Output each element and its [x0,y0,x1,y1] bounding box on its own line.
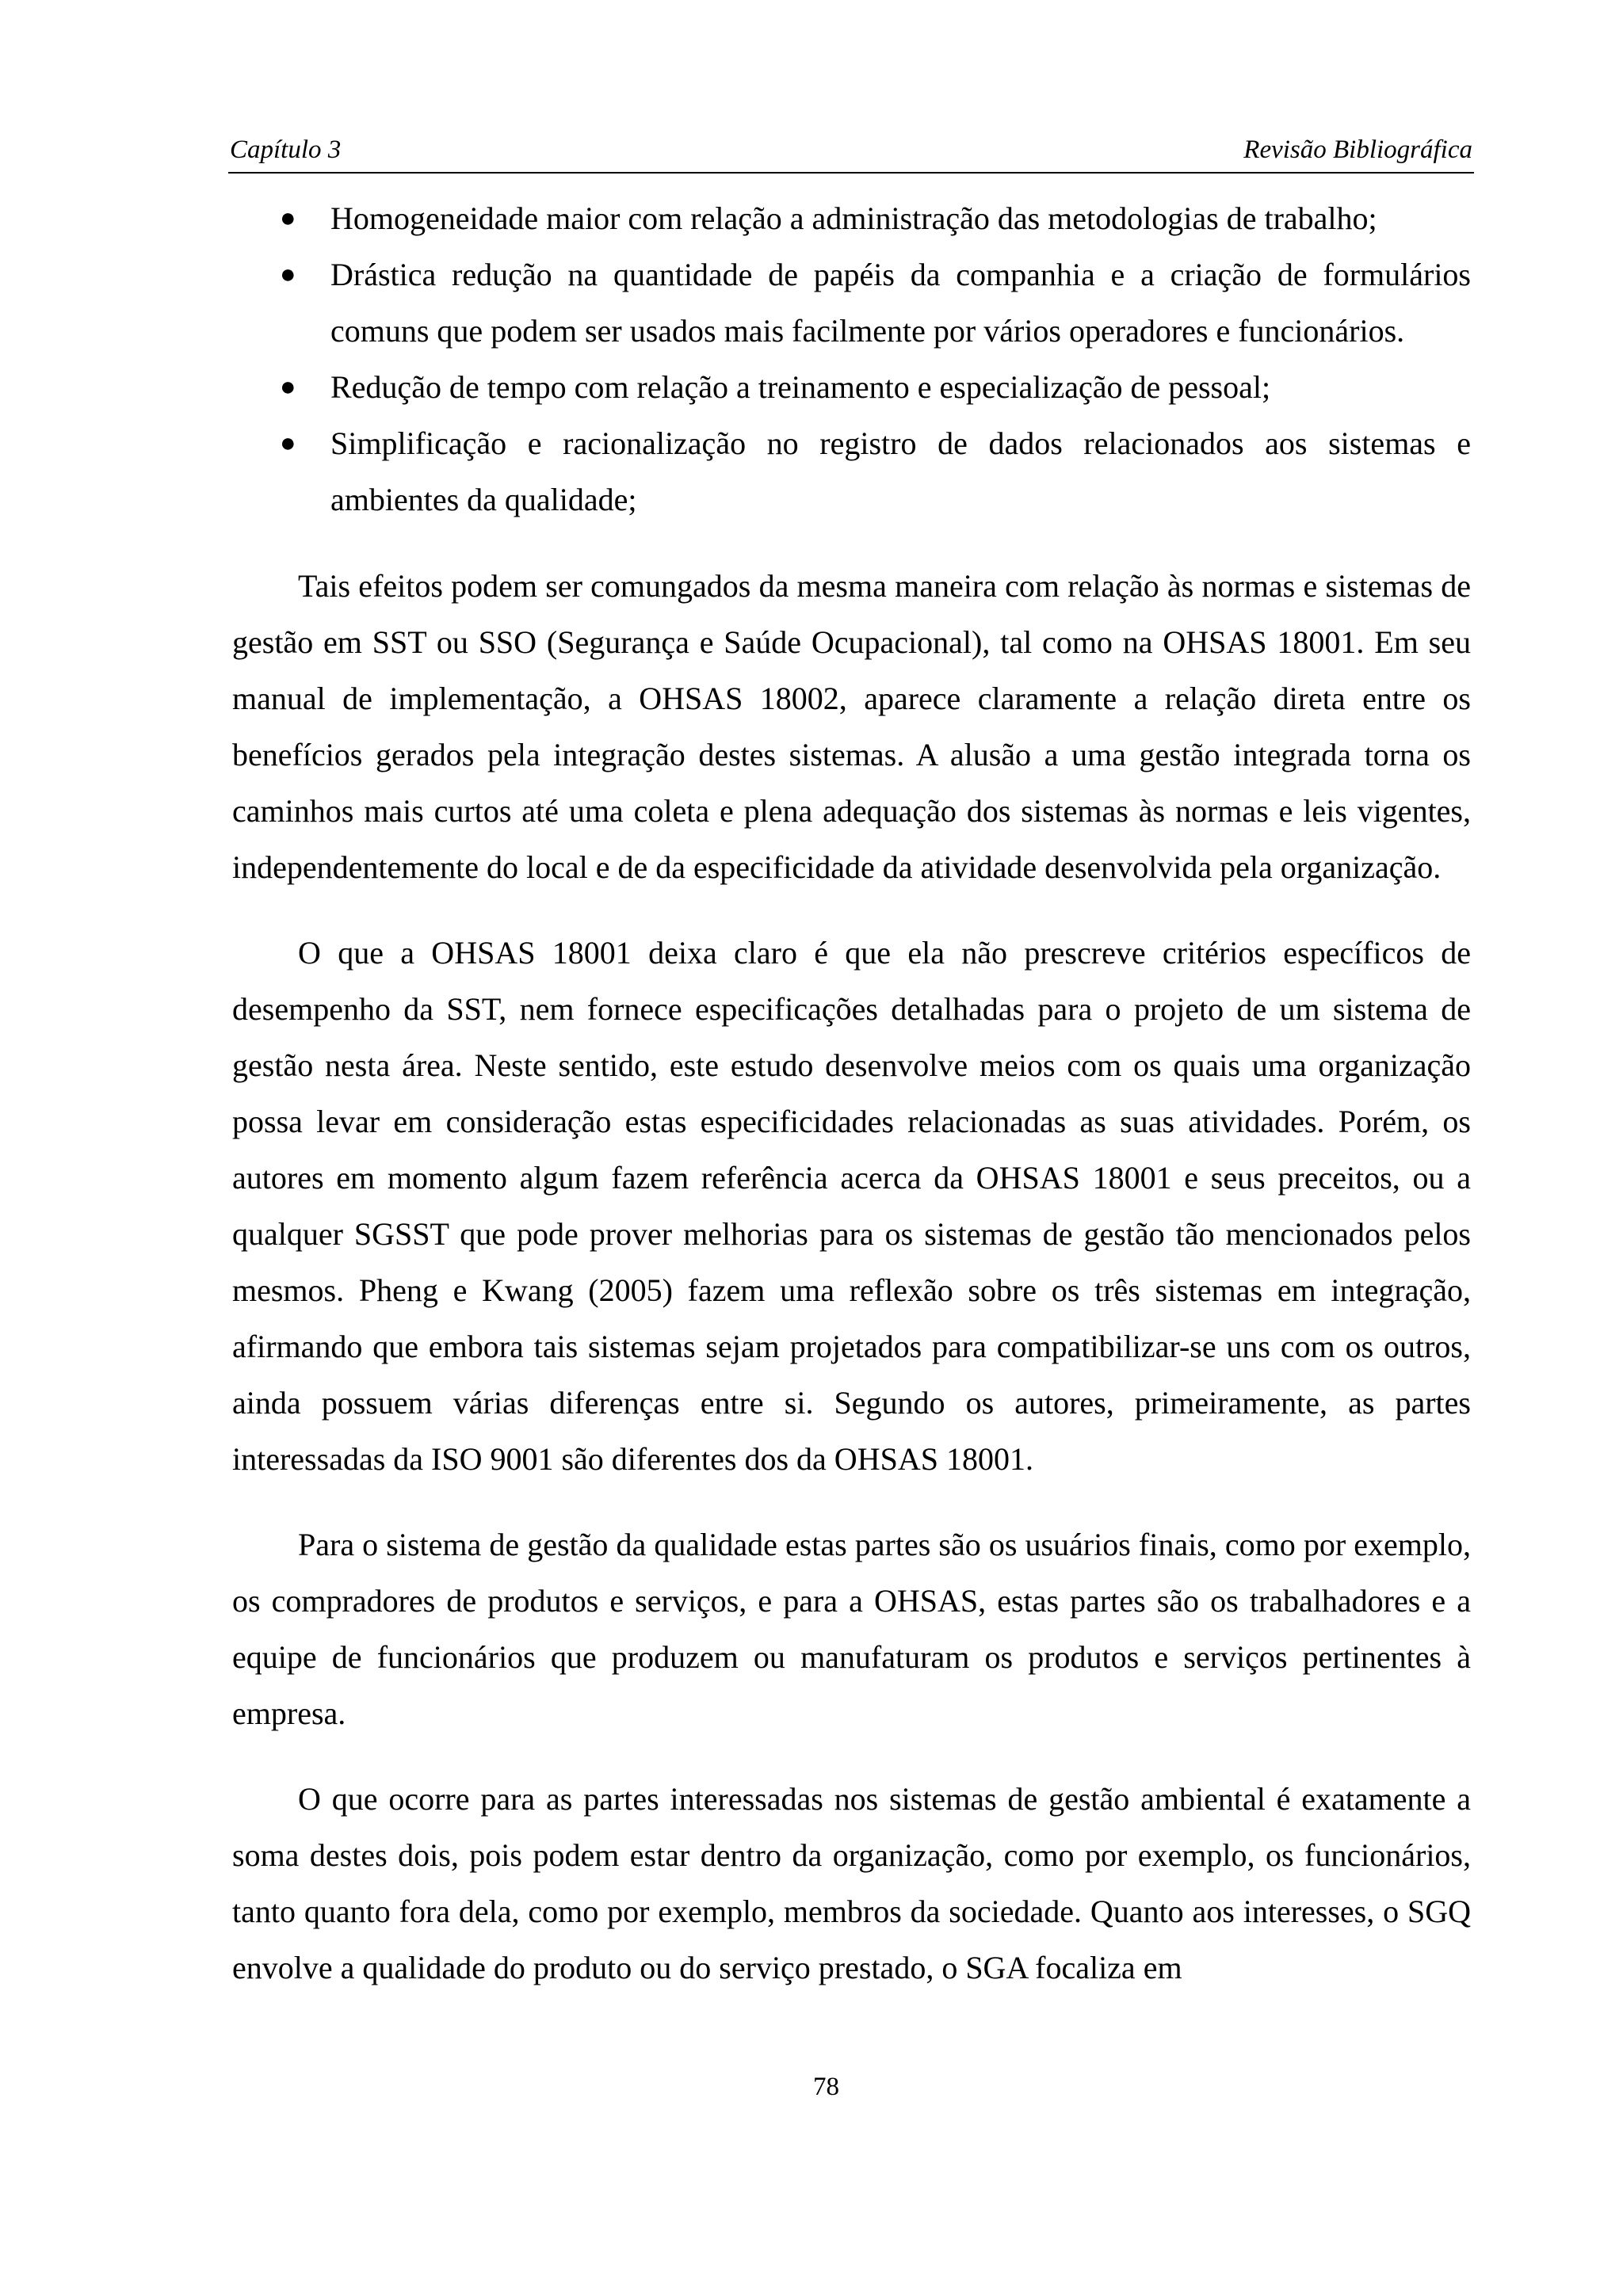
body-text [232,190,1471,1996]
bullet-list [232,190,1471,528]
page-number: 78 [813,2073,839,2101]
paragraph: Tais efeitos podem ser comungados da mesma maneira com relação às normas e sistemas de gestão em SST ou SSO (Segurança e Saúde Ocupacional), tal como na OHSAS 18001. Em seu manual de implementação, a OHSAS 18002, aparece claramente a relação direta entre os benefícios gerados pela integração destes sistemas. A alusão a uma gestão integrada torna os caminhos mais curtos até uma coleta e plena adequação dos sistemas às normas e leis vigentes, independentemente do local e de da especificidade da atividade desenvolvida pela organização. [232,568,1471,885]
bullet-icon: ● [280,429,296,458]
bullet-item [232,246,1471,359]
bullet-item [232,359,1471,415]
bullet-icon: ● [280,204,296,233]
running-header [228,131,1474,174]
chapter-label: Capítulo 3 [230,135,342,164]
paragraph: O que ocorre para as partes interessadas nos sistemas de gestão ambiental é exatamente a soma destes dois, pois podem estar dentro da organização, como por exemplo, os funcionários, tanto quanto fora dela, como por exemplo, membros da sociedade. Quanto aos interesses, o SGQ envolve a qualidade do produto ou do serviço prestado, o SGA focaliza em [232,1781,1471,1985]
bullet-icon: ● [280,372,296,402]
bullet-text: Simplificação e racionalização no registro de dados relacionados aos sistemas e ambientes da qualidade; [330,425,1471,517]
paragraph: O que a OHSAS 18001 deixa claro é que ela não prescreve critérios específicos de desempenho da SST, nem fornece especificações detalhadas para o projeto de um sistema de gestão nesta área. Neste sentido, este estudo desenvolve meios com os quais uma organização possa levar em consideração estas especificidades relacionadas as suas atividades. Porém, os autores em momento algum fazem referência acerca da OHSAS 18001 e seus preceitos, ou a qualquer SGSST que pode prover melhorias para os sistemas de gestão tão mencionados pelos mesmos. Pheng e Kwang (2005) fazem uma reflexão sobre os três sistemas em integração, afirmando que embora tais sistemas sejam projetados para compatibilizar-se uns com os outros, ainda possuem várias diferenças entre si. Segundo os autores, primeiramente, as partes interessadas da ISO 9001 são diferentes dos da OHSAS 18001. [232,935,1471,1477]
bullet-item [232,190,1471,246]
paragraph: Para o sistema de gestão da qualidade estas partes são os usuários finais, como por exemplo, os compradores de produtos e serviços, e para a OHSAS, estas partes são os trabalhadores e a equipe de funcionários que produzem ou manufaturam os produtos e serviços pertinentes à empresa. [232,1527,1471,1731]
bullet-icon: ● [280,260,296,289]
bullet-item [232,415,1471,528]
section-label: Revisão Bibliográfica [1243,135,1472,164]
bullet-text: Redução de tempo com relação a treinamento e especialização de pessoal; [330,369,1271,405]
bullet-text: Homogeneidade maior com relação a administração das metodologias de trabalho; [330,200,1377,236]
bullet-text: Drástica redução na quantidade de papéis da companhia e a criação de formulários comuns que podem ser usados mais facilmente por vários operadores e funcionários. [330,257,1471,349]
